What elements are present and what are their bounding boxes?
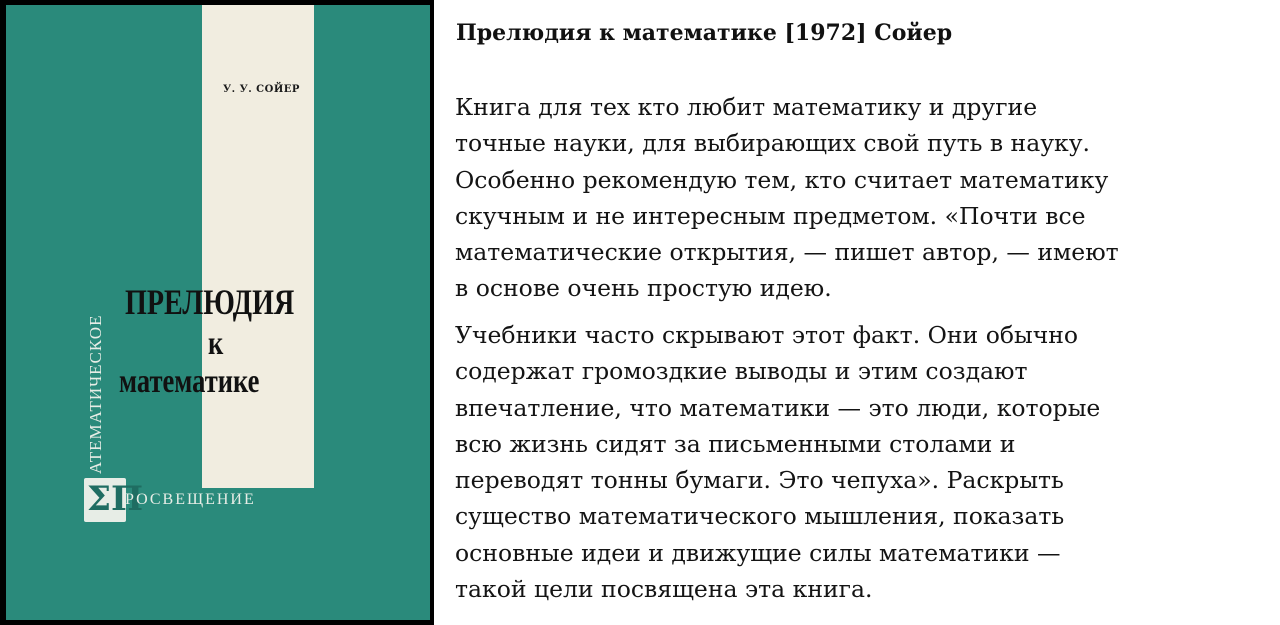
text-line: всю жизнь сидят за письменными столами и (455, 429, 1016, 458)
text-line: впечатление, что математики — это люди, которые (455, 393, 1101, 422)
text-line: содержат громоздкие выводы и этим создают (455, 357, 1028, 386)
text-line: точные науки, для выбирающих свой путь в науку. (455, 129, 1091, 158)
text-line: переводят тонны бумаги. Это чепуха». Раскрыть (455, 466, 1064, 495)
text-line: в основе очень простую идею. (455, 274, 832, 303)
page-title: Прелюдия к математике [1972] Сойер (456, 20, 953, 46)
text-line: Книга для тех кто любит математику и другие (455, 93, 1038, 121)
cover-title-line-3: математике (119, 363, 260, 400)
cover-stripe (202, 5, 314, 488)
text-line: скучным и не интересным предметом. «Почти все (455, 201, 1086, 230)
text-line: Особенно рекомендую тем, кто считает математику (455, 165, 1109, 194)
text-line: основные идеи и движущие силы математики — (455, 538, 1061, 567)
cover-series-label: АТЕМАТИЧЕСКОЕ (86, 314, 105, 474)
cover-author: У. У. СОЙЕР (223, 84, 300, 95)
cover-title-line-2: к (208, 325, 224, 362)
publisher-logo (84, 478, 144, 522)
text-line: Учебники часто скрывают этот факт. Они обычно (455, 321, 1079, 349)
text-line: такой цели посвящена эта книга. (455, 575, 873, 604)
description-paragraph-1 (455, 89, 1255, 307)
cover-publisher: РОСВЕЩЕНИЕ (125, 491, 256, 508)
description-paragraph-2 (455, 317, 1255, 607)
cover-title-line-1: ПРЕЛЮДИЯ (125, 282, 295, 322)
publisher-logo-mark: ΣП (87, 479, 144, 519)
text-line: математические открытия, — пишет автор, — имеют (455, 238, 1119, 267)
book-cover (0, 0, 434, 625)
text-line: существо математического мышления, показать (455, 502, 1065, 531)
cover-art (6, 5, 430, 620)
